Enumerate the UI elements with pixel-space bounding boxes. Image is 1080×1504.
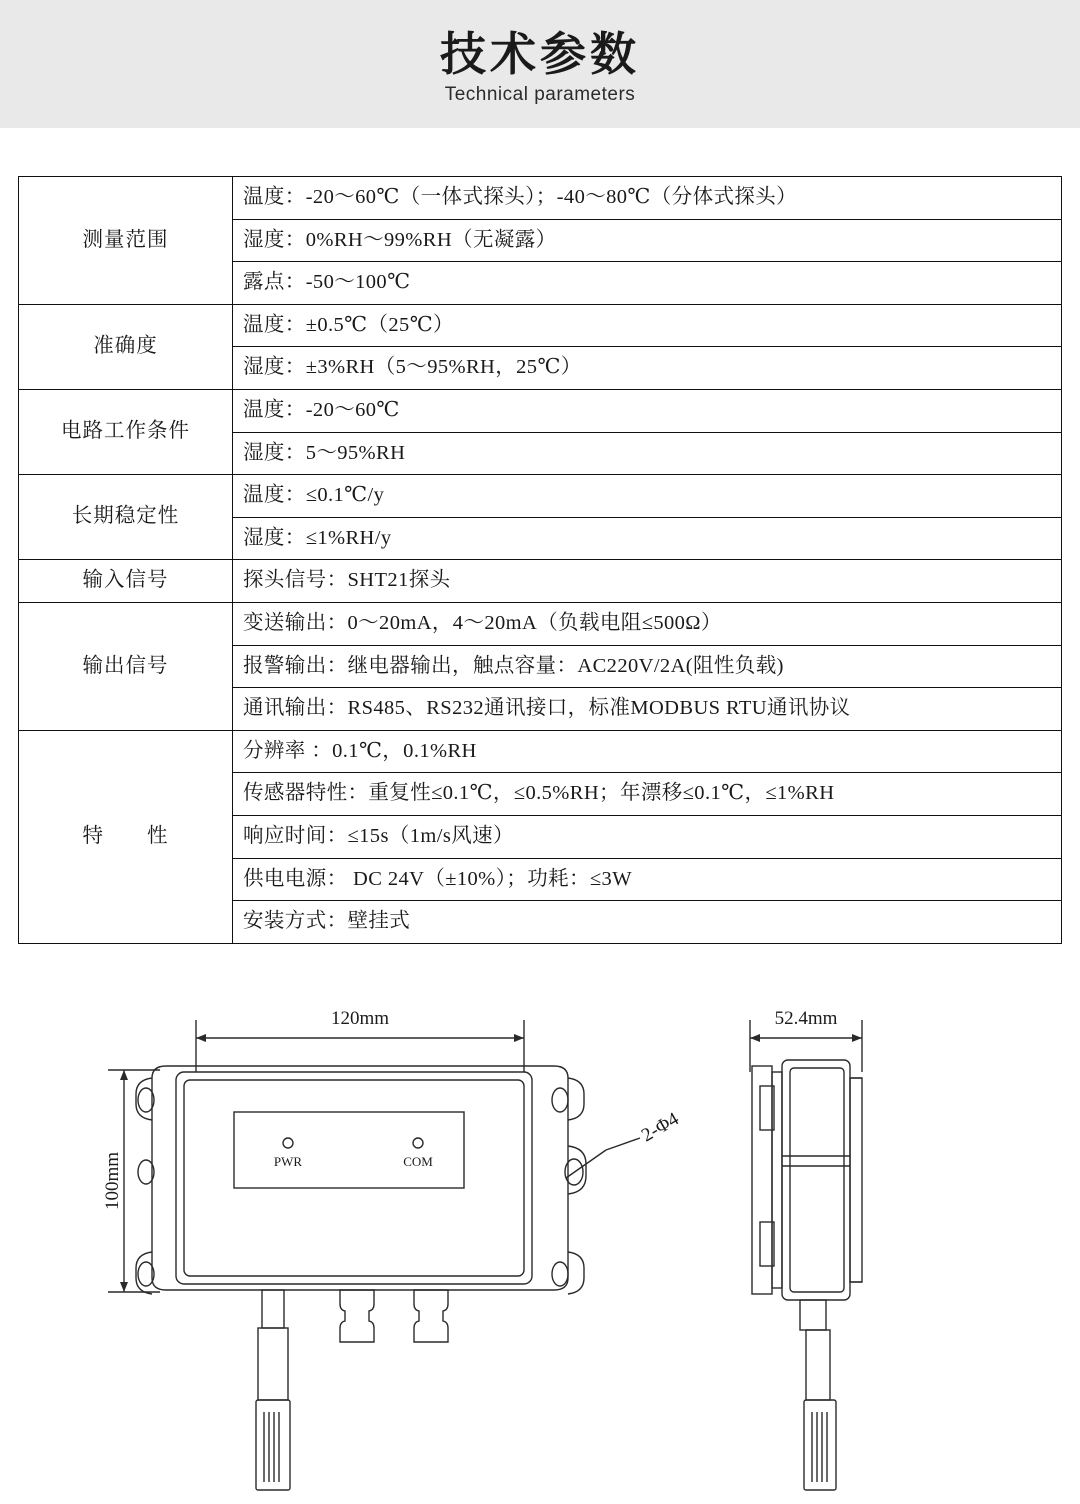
page-subtitle: Technical parameters — [444, 84, 636, 106]
row-value: 探头信号：SHT21探头 — [233, 560, 1062, 603]
row-label: 准确度 — [19, 304, 233, 389]
table-row — [19, 389, 1062, 432]
page-header — [0, 0, 1080, 128]
table-row — [19, 560, 1062, 603]
row-value: 温度：-20～60℃ — [233, 389, 1062, 432]
row-value: 报警输出：继电器输出，触点容量：AC220V/2A(阻性负载) — [233, 645, 1062, 688]
hole-callout: 2-Φ4 — [638, 1108, 683, 1147]
row-value: 安装方式：壁挂式 — [233, 901, 1062, 944]
row-value: 变送输出：0～20mA，4～20mA（负载电阻≤500Ω） — [233, 602, 1062, 645]
row-value: 供电电源： DC 24V（±10%）；功耗：≤3W — [233, 858, 1062, 901]
front-height-dimension: 100mm — [102, 1151, 123, 1211]
row-value: 传感器特性：重复性≤0.1℃，≤0.5%RH；年漂移≤0.1℃，≤1%RH — [233, 773, 1062, 816]
row-label: 测量范围 — [19, 177, 233, 305]
com-led-label: COM — [403, 1154, 433, 1169]
row-label: 输入信号 — [19, 560, 233, 603]
row-value: 湿度：≤1%RH/y — [233, 517, 1062, 560]
row-label: 长期稳定性 — [19, 475, 233, 560]
row-value: 响应时间：≤15s（1m/s风速） — [233, 815, 1062, 858]
table-row — [19, 304, 1062, 347]
row-value: 湿度：5～95%RH — [233, 432, 1062, 475]
row-value: 温度：≤0.1℃/y — [233, 475, 1062, 518]
table-row — [19, 177, 1062, 220]
row-label: 输出信号 — [19, 602, 233, 730]
front-width-dimension: 120mm — [330, 1008, 390, 1029]
page-title: 技术参数 — [440, 27, 640, 80]
row-value: 温度：±0.5℃（25℃） — [233, 304, 1062, 347]
side-width-dimension: 52.4mm — [774, 1008, 838, 1029]
row-value: 温度：-20～60℃（一体式探头）；-40～80℃（分体式探头） — [233, 177, 1062, 220]
table-row — [19, 475, 1062, 518]
pwr-led-label: PWR — [273, 1154, 303, 1169]
spec-table-container — [18, 176, 1062, 944]
dimension-drawings — [0, 960, 1080, 1504]
row-value: 露点：-50～100℃ — [233, 262, 1062, 305]
row-label: 电路工作条件 — [19, 389, 233, 474]
row-value: 湿度：±3%RH（5～95%RH，25℃） — [233, 347, 1062, 390]
table-row — [19, 730, 1062, 773]
row-value: 湿度：0%RH～99%RH（无凝露） — [233, 219, 1062, 262]
technical-parameters-table — [18, 176, 1062, 944]
row-value: 分辨率 ：0.1℃，0.1%RH — [233, 730, 1062, 773]
row-value: 通讯输出：RS485、RS232通讯接口，标准MODBUS RTU通讯协议 — [233, 688, 1062, 731]
row-label: 特 性 — [19, 730, 233, 943]
table-row — [19, 602, 1062, 645]
